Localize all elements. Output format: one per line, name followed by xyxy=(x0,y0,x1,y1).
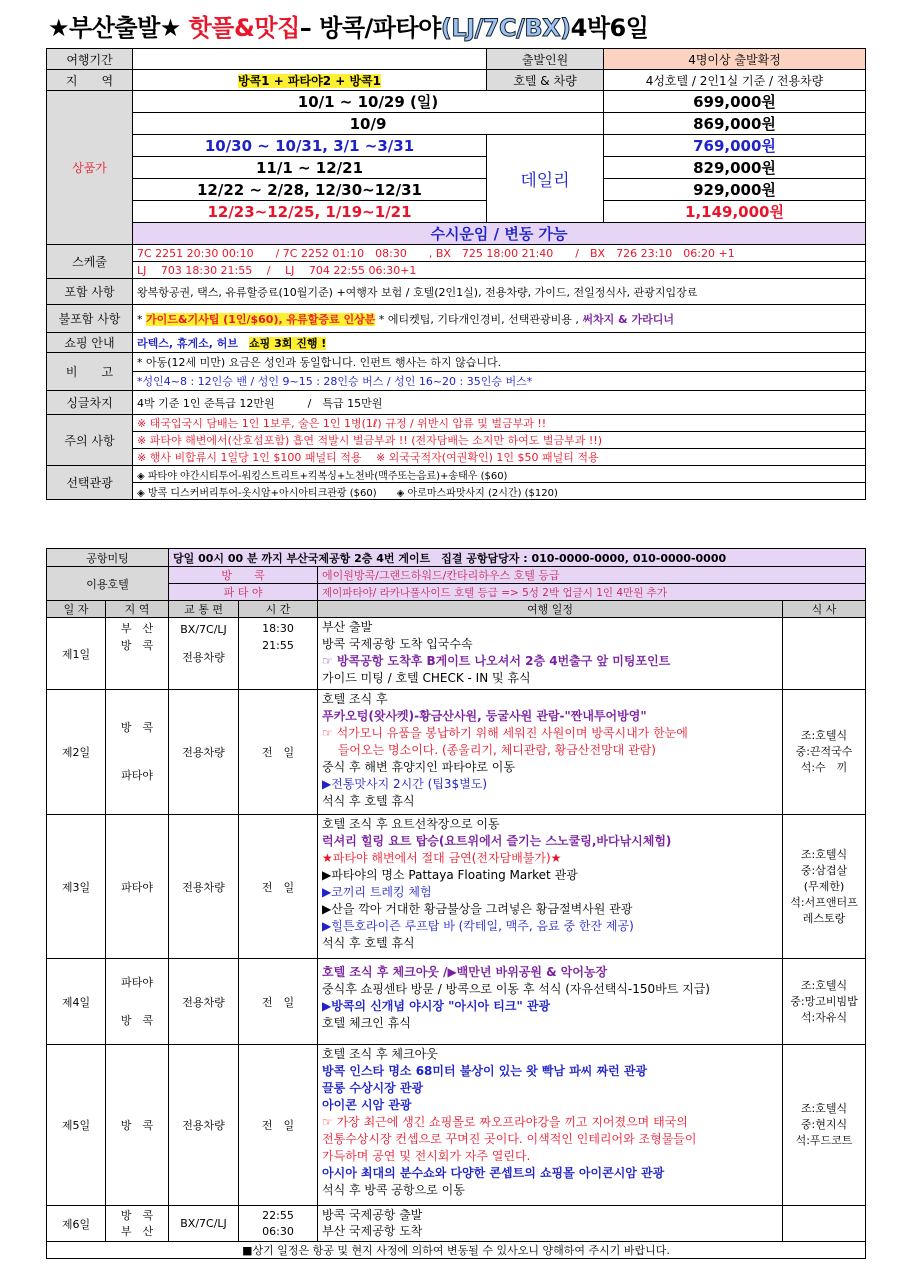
day-schedule xyxy=(318,618,783,690)
schedule-line: 방콕 인스타 명소 68미터 불상이 있는 왓 빡남 파씨 짜런 관광 xyxy=(322,1064,648,1078)
day-time: 전 일 xyxy=(239,815,318,959)
price-period-5: 12/22 ~ 2/28, 12/30~12/31 xyxy=(133,179,487,201)
pattaya-hotel-value: 제이파타야/ 라카나풀사이드 호텔 등급 => 5성 2박 업글시 1인 4만원 추가 xyxy=(318,584,866,601)
schedule-line: ▶산을 깍아 거대한 황금불상을 그려넣은 황금절벽사원 관광 xyxy=(322,902,633,916)
day-row-1 xyxy=(47,618,866,690)
meeting-value: 당일 00시 00 분 까지 부산국제공항 2층 4번 게이트 집결 공항담당자 : 010-0000-0000, 010-0000-0000 xyxy=(169,549,866,567)
schedule-line: 들어오는 명소이다. (종울리기, 체디관람, 황금산전망대 관람) xyxy=(322,743,656,757)
include-label: 포함 사항 xyxy=(47,279,133,305)
schedule-line: 호텔 조식 후 체크아웃 /▶백만년 바위공원 & 악어농장 xyxy=(322,965,608,979)
schedule-line: 석식 후 호텔 휴식 xyxy=(322,794,415,808)
day-row-4 xyxy=(47,959,866,1045)
day-transport: 전용차량 xyxy=(169,959,239,1045)
day-region xyxy=(106,690,169,815)
schedule-line: 전통수상시장 컨셉으로 꾸며진 곳이다. 이색적인 인테리어와 조형물들이 xyxy=(322,1132,697,1146)
schedule-line-1: 7C 2251 20:30 00:10 / 7C 2252 01:10 08:30 , BX 725 18:00 21:40 / BX 726 23:10 06:20 +1 xyxy=(133,245,866,262)
col-header-schedule: 여행 일정 xyxy=(318,601,783,618)
col-header-day: 일 자 xyxy=(47,601,106,618)
exclude-label: 불포함 사항 xyxy=(47,305,133,333)
itinerary-table xyxy=(46,548,866,1259)
day-region xyxy=(106,618,169,690)
schedule-line: 석식 후 방콕 공항으로 이동 xyxy=(322,1183,465,1197)
shopping-value xyxy=(133,333,866,353)
schedule-line: 호텔 조식 후 체크아웃 xyxy=(322,1047,438,1061)
day-label: 제2일 xyxy=(47,690,106,815)
title-part-destination: – 방콕/파타야 xyxy=(299,14,441,42)
schedule-line: ★파타야 해변에서 절대 금연(전자담배불가)★ xyxy=(322,851,562,865)
day-region: 파타야 xyxy=(106,815,169,959)
fare-notice: 수시운임 / 변동 가능 xyxy=(133,223,866,245)
day-time: 전 일 xyxy=(239,690,318,815)
remarks-label: 비 고 xyxy=(47,353,133,391)
shopping-items: 라텍스, 휴게소, 허브 xyxy=(137,336,250,350)
option-tour-line-1: ◈ 파타야 야간시티투어-워킹스트리트+킥복싱+노천바(맥주또는음료)+송태우 ($60) xyxy=(133,466,866,483)
price-value-3: 769,000원 xyxy=(604,135,866,157)
price-period-2: 10/9 xyxy=(133,113,604,135)
meal-line: 레스토랑 xyxy=(802,911,846,925)
caution-line-1: ※ 태국입국시 담배는 1인 1보루, 술은 1인 1병(1ℓ) 규정 / 위반시 압류 및 벌금부과 !! xyxy=(133,415,866,432)
price-period-3: 10/30 ~ 10/31, 3/1 ~3/31 xyxy=(133,135,487,157)
price-value-6: 1,149,000원 xyxy=(604,201,866,223)
day-label: 제1일 xyxy=(47,618,106,690)
schedule-line: 방콕 국제공항 출발 xyxy=(322,1208,423,1222)
col-header-transport: 교 통 편 xyxy=(169,601,239,618)
day-time: 전 일 xyxy=(239,959,318,1045)
title-part-departure: ★부산출발★ xyxy=(48,14,189,42)
period-label: 여행기간 xyxy=(47,49,133,70)
exclude-value xyxy=(133,305,866,333)
schedule-line: 가이드 미팅 / 호텔 CHECK - IN 및 휴식 xyxy=(322,671,531,685)
day-transport xyxy=(169,618,239,690)
day-time xyxy=(239,618,318,690)
time-line: 21:55 xyxy=(262,639,294,652)
meal-line: 중:현지식 xyxy=(800,1118,848,1131)
schedule-line: ▶전통맛사지 2시간 (팁3$별도) xyxy=(322,777,488,791)
caution-label: 주의 사항 xyxy=(47,415,133,466)
schedule-line: 호텔 조식 후 xyxy=(322,692,388,706)
day-region xyxy=(106,1206,169,1242)
col-header-region: 지 역 xyxy=(106,601,169,618)
remarks-line-2: *성인4~8 : 12인승 밴 / 성인 9~15 : 28인승 버스 / 성인 16~20 : 35인승 버스* xyxy=(133,372,866,391)
include-value: 왕복항공권, 택스, 유류할증료(10월기준) +여행자 보험 / 호텔(2인1실), 전용차량, 가이드, 전일정식사, 관광지입장료 xyxy=(133,279,866,305)
region-line: 방 콕 xyxy=(120,1013,154,1027)
day-meal xyxy=(783,618,866,690)
day-schedule xyxy=(318,1206,783,1242)
product-info-table xyxy=(46,48,866,500)
meal-line: 석:푸드코트 xyxy=(795,1134,853,1147)
bangkok-hotel-value: 에이원방콕/그랜드하워드/칸타리하우스 호텔 등급 xyxy=(318,567,866,584)
shopping-label: 쇼핑 안내 xyxy=(47,333,133,353)
day-transport: BX/7C/LJ xyxy=(169,1206,239,1242)
caution-line-2: ※ 파타야 해변에서(산호섬포함) 흡연 적발시 벌금부과 !! (전자담배는 소지만 하여도 벌금부과 !!) xyxy=(133,432,866,449)
schedule-line: 럭셔리 힐링 요트 탑승(요트위에서 즐기는 스노쿨링,바다낚시체험) xyxy=(322,834,672,848)
price-value-4: 829,000원 xyxy=(604,157,866,179)
schedule-line: 중식후 쇼핑센타 방문 / 방콕으로 이동 후 석식 (자유선택식-150바트 지급) xyxy=(322,982,710,996)
exclude-text-c: * 에티켓팁, 기타개인경비, 선택관광비용 , xyxy=(375,312,583,326)
time-line: 18:30 xyxy=(262,622,294,635)
daily-label: 데일리 xyxy=(487,135,604,223)
schedule-line: ▶방콕의 신개념 야시장 "아시아 티크" 관광 xyxy=(322,999,551,1013)
time-line: 06:30 xyxy=(262,1224,294,1238)
day-label: 제3일 xyxy=(47,815,106,959)
schedule-label: 스케줄 xyxy=(47,245,133,279)
schedule-line: 아시아 최대의 분수쇼와 다양한 콘셉트의 쇼핑몰 아이콘시암 관광 xyxy=(322,1166,665,1180)
schedule-line: ▶파타야의 명소 Pattaya Floating Market 관광 xyxy=(322,868,578,882)
single-charge-label: 싱글차지 xyxy=(47,391,133,415)
price-value-1: 699,000원 xyxy=(604,91,866,113)
day-schedule xyxy=(318,690,783,815)
col-header-meal: 식 사 xyxy=(783,601,866,618)
title-part-hotplace: 핫플&맛집 xyxy=(188,14,300,42)
shopping-count: 쇼핑 3회 진행 ! xyxy=(249,336,327,350)
meeting-label: 공항미팅 xyxy=(47,549,169,567)
pattaya-hotel-label: 파 타 야 xyxy=(169,584,318,601)
meal-line: 조:호텔식 xyxy=(800,1102,848,1115)
schedule-line: 호텔 체크인 휴식 xyxy=(322,1016,411,1030)
hotel-used-label: 이용호텔 xyxy=(47,567,169,601)
schedule-line: 가득하며 공연 및 전시회가 자주 열린다. xyxy=(322,1149,531,1163)
region-line: 부 산 xyxy=(120,622,154,635)
day-schedule xyxy=(318,959,783,1045)
hotel-value: 4성호텔 / 2인1실 기준 / 전용차량 xyxy=(604,70,866,91)
schedule-line: ▶힐튼호라이즌 루프탑 바 (칵테일, 맥주, 음료 중 한잔 제공) xyxy=(322,919,634,933)
title-part-airlines: (LJ/7C/BX) xyxy=(440,14,571,42)
day-schedule xyxy=(318,815,783,959)
price-value-2: 869,000원 xyxy=(604,113,866,135)
hotel-label: 호텔 & 차량 xyxy=(487,70,604,91)
region-label: 지 역 xyxy=(47,70,133,91)
day-row-3 xyxy=(47,815,866,959)
day-time xyxy=(239,1206,318,1242)
people-label: 출발인원 xyxy=(487,49,604,70)
exclude-highlight: 가이드&기사팁 (1인/$60), 유류할증료 인상분 xyxy=(146,312,376,326)
region-line: 파타야 xyxy=(121,975,153,989)
day-meal xyxy=(783,1045,866,1206)
day-transport: 전용차량 xyxy=(169,690,239,815)
transport-line: 전용차량 xyxy=(182,651,225,664)
day-transport: 전용차량 xyxy=(169,815,239,959)
option-tour-line-2 xyxy=(133,483,866,500)
col-header-time: 시 간 xyxy=(239,601,318,618)
schedule-line: 아이콘 시암 관광 xyxy=(322,1098,412,1112)
remarks-line-1: * 아동(12세 미만) 요금은 성인과 동일합니다. 인펀트 행사는 하지 않습니다. xyxy=(133,353,866,372)
meal-line: 석:자유식 xyxy=(800,1010,848,1024)
day-meal xyxy=(783,1206,866,1242)
option-tour-discovery: ◈ 방콕 디스커버리투어-옷시암+아시아티크관광 ($60) xyxy=(137,487,377,499)
day-row-5 xyxy=(47,1045,866,1206)
schedule-line: 석식 후 호텔 휴식 xyxy=(322,936,415,950)
meal-line: 중:끈적국수 xyxy=(795,745,853,758)
day-region: 방 콕 xyxy=(106,1045,169,1206)
meal-line: 중:망고비빔밥 xyxy=(790,994,858,1008)
region-line: 방 콕 xyxy=(120,639,154,652)
exclude-text-a: * xyxy=(137,312,146,326)
bangkok-hotel-label: 방 콕 xyxy=(169,567,318,584)
price-value-5: 929,000원 xyxy=(604,179,866,201)
meal-line: 중:삼겹살 xyxy=(800,863,848,877)
meal-line: 조:호텔식 xyxy=(800,729,848,742)
day-transport: 전용차량 xyxy=(169,1045,239,1206)
price-period-1: 10/1 ~ 10/29 (일) xyxy=(133,91,604,113)
region-line: 방 콕 xyxy=(120,1208,154,1222)
schedule-line: 중식 후 해변 휴양지인 파타야로 이동 xyxy=(322,760,515,774)
schedule-line-2: LJ 703 18:30 21:55 / LJ 704 22:55 06:30+1 xyxy=(133,262,866,279)
transport-line: BX/7C/LJ xyxy=(180,623,227,636)
schedule-line: 호텔 조식 후 요트선착장으로 이동 xyxy=(322,817,500,831)
single-charge-value: 4박 기준 1인 준특급 12만원 / 특급 15만원 xyxy=(133,391,866,415)
day-label: 제4일 xyxy=(47,959,106,1045)
schedule-line: ☞ 가장 최근에 생긴 쇼핑몰로 짜오프라야강을 끼고 지어졌으며 태국의 xyxy=(322,1115,688,1129)
region-line: 방 콕 xyxy=(120,721,154,734)
schedule-line: 부산 국제공항 도착 xyxy=(322,1224,423,1238)
page-title xyxy=(48,8,868,44)
option-tour-spa: ◈ 아로마스파맛사지 (2시간) ($120) xyxy=(396,487,558,499)
day-label: 제6일 xyxy=(47,1206,106,1242)
day-region xyxy=(106,959,169,1045)
period-value xyxy=(133,49,487,70)
day-schedule xyxy=(318,1045,783,1206)
day-meal xyxy=(783,815,866,959)
day-label: 제5일 xyxy=(47,1045,106,1206)
people-value: 4명이상 출발확정 xyxy=(604,49,866,70)
schedule-line: 부산 출발 xyxy=(322,620,373,634)
price-period-4: 11/1 ~ 12/21 xyxy=(133,157,487,179)
time-line: 22:55 xyxy=(262,1208,294,1222)
region-line: 부 산 xyxy=(120,1224,154,1238)
meal-line: (무제한) xyxy=(803,879,845,893)
region-value: 방콕1 + 파타야2 + 방콕1 xyxy=(237,73,381,88)
day-meal xyxy=(783,959,866,1045)
schedule-line: 방콕 국제공항 도착 입국수속 xyxy=(322,637,473,651)
schedule-line: ☞ 석가모니 유품을 봉납하기 위해 세워진 사원이며 방콕시내가 한눈에 xyxy=(322,726,688,740)
region-line: 파타야 xyxy=(121,769,153,782)
title-part-duration: 4박6일 xyxy=(570,14,649,42)
day-row-2 xyxy=(47,690,866,815)
day-row-6 xyxy=(47,1206,866,1242)
price-period-6: 12/23~12/25, 1/19~1/21 xyxy=(133,201,487,223)
schedule-line: 끌롱 수상시장 관광 xyxy=(322,1081,424,1095)
schedule-line: ☞ 방콕공항 도착후 B게이트 나오셔서 2층 4번출구 앞 미팅포인트 xyxy=(322,654,671,668)
exclude-surcharge: 써차지 & 가라디너 xyxy=(582,312,674,326)
meal-line: 석:서프앤터프 xyxy=(790,895,858,909)
meal-line: 조:호텔식 xyxy=(800,847,848,861)
itinerary-footer-note: ■상기 일정은 항공 및 현지 사정에 의하여 변동될 수 있사오니 양해하여 주시기 바랍니다. xyxy=(47,1242,866,1259)
schedule-line: ▶코끼리 트레킹 체험 xyxy=(322,885,432,899)
option-tour-label: 선택관광 xyxy=(47,466,133,500)
day-meal xyxy=(783,690,866,815)
meal-line: 석:수 끼 xyxy=(800,761,848,774)
schedule-line: 푸카오텅(왓사켓)-황금산사원, 둥굴사원 관람-"짠내투어방영" xyxy=(322,709,647,723)
price-label: 상품가 xyxy=(47,91,133,245)
caution-line-3: ※ 행사 비합류시 1일당 1인 $100 패널티 적용 ※ 외국국적자(여권확인) 1인 $50 패널티 적용 xyxy=(133,449,866,466)
meal-line: 조:호텔식 xyxy=(800,978,848,992)
day-time: 전 일 xyxy=(239,1045,318,1206)
